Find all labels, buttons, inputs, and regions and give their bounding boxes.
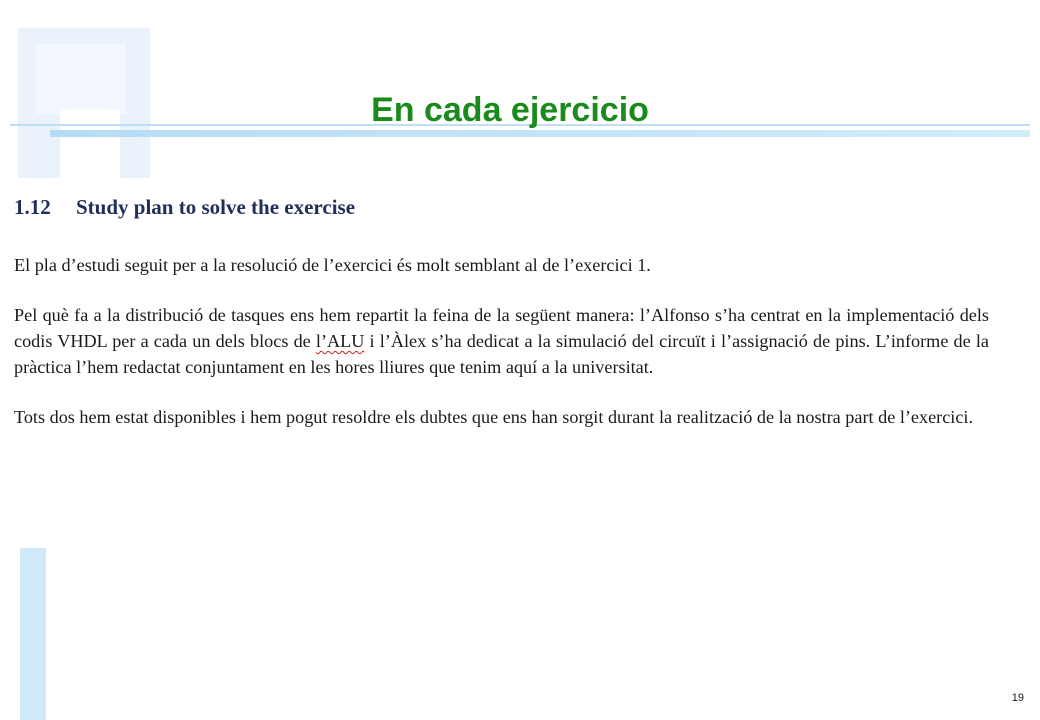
section-heading <box>14 192 989 222</box>
paragraph-study-plan: El pla d’estudi seguit per a la resolució de l’exercici és molt semblant al de l’exercici 1. <box>14 255 651 275</box>
section-number: 1.12 <box>14 195 51 219</box>
template-decoration-side-bar <box>20 548 46 720</box>
document-excerpt <box>14 192 989 430</box>
spellcheck-underlined-word: l’ALU <box>315 331 365 351</box>
paragraph-text: i l’Àlex s’ha dedicat a la simulació del circuït i l’assignació de pins. L’informe de la pràctica l’hem redactat conjuntament en les hores lliures que tenim aquí a la universitat. <box>14 331 989 377</box>
section-title: Study plan to solve the exercise <box>76 195 356 219</box>
paragraph-task-distribution <box>14 302 989 380</box>
slide-title: En cada ejercicio <box>371 91 649 129</box>
page-number: 19 <box>1011 692 1024 704</box>
paragraph-text: Pel què fa a la distribució de tasques ens hem repartit la feina de la següent manera: l’Alfonso s’ha centrat en la implementació dels codis VHDL per a cada un dels blocs de <box>14 305 989 351</box>
paragraph-availability: Tots dos hem estat disponibles i hem pogut resoldre els dubtes que ens han sorgit durant la realització de la nostra part de l’exercici. <box>14 407 974 427</box>
